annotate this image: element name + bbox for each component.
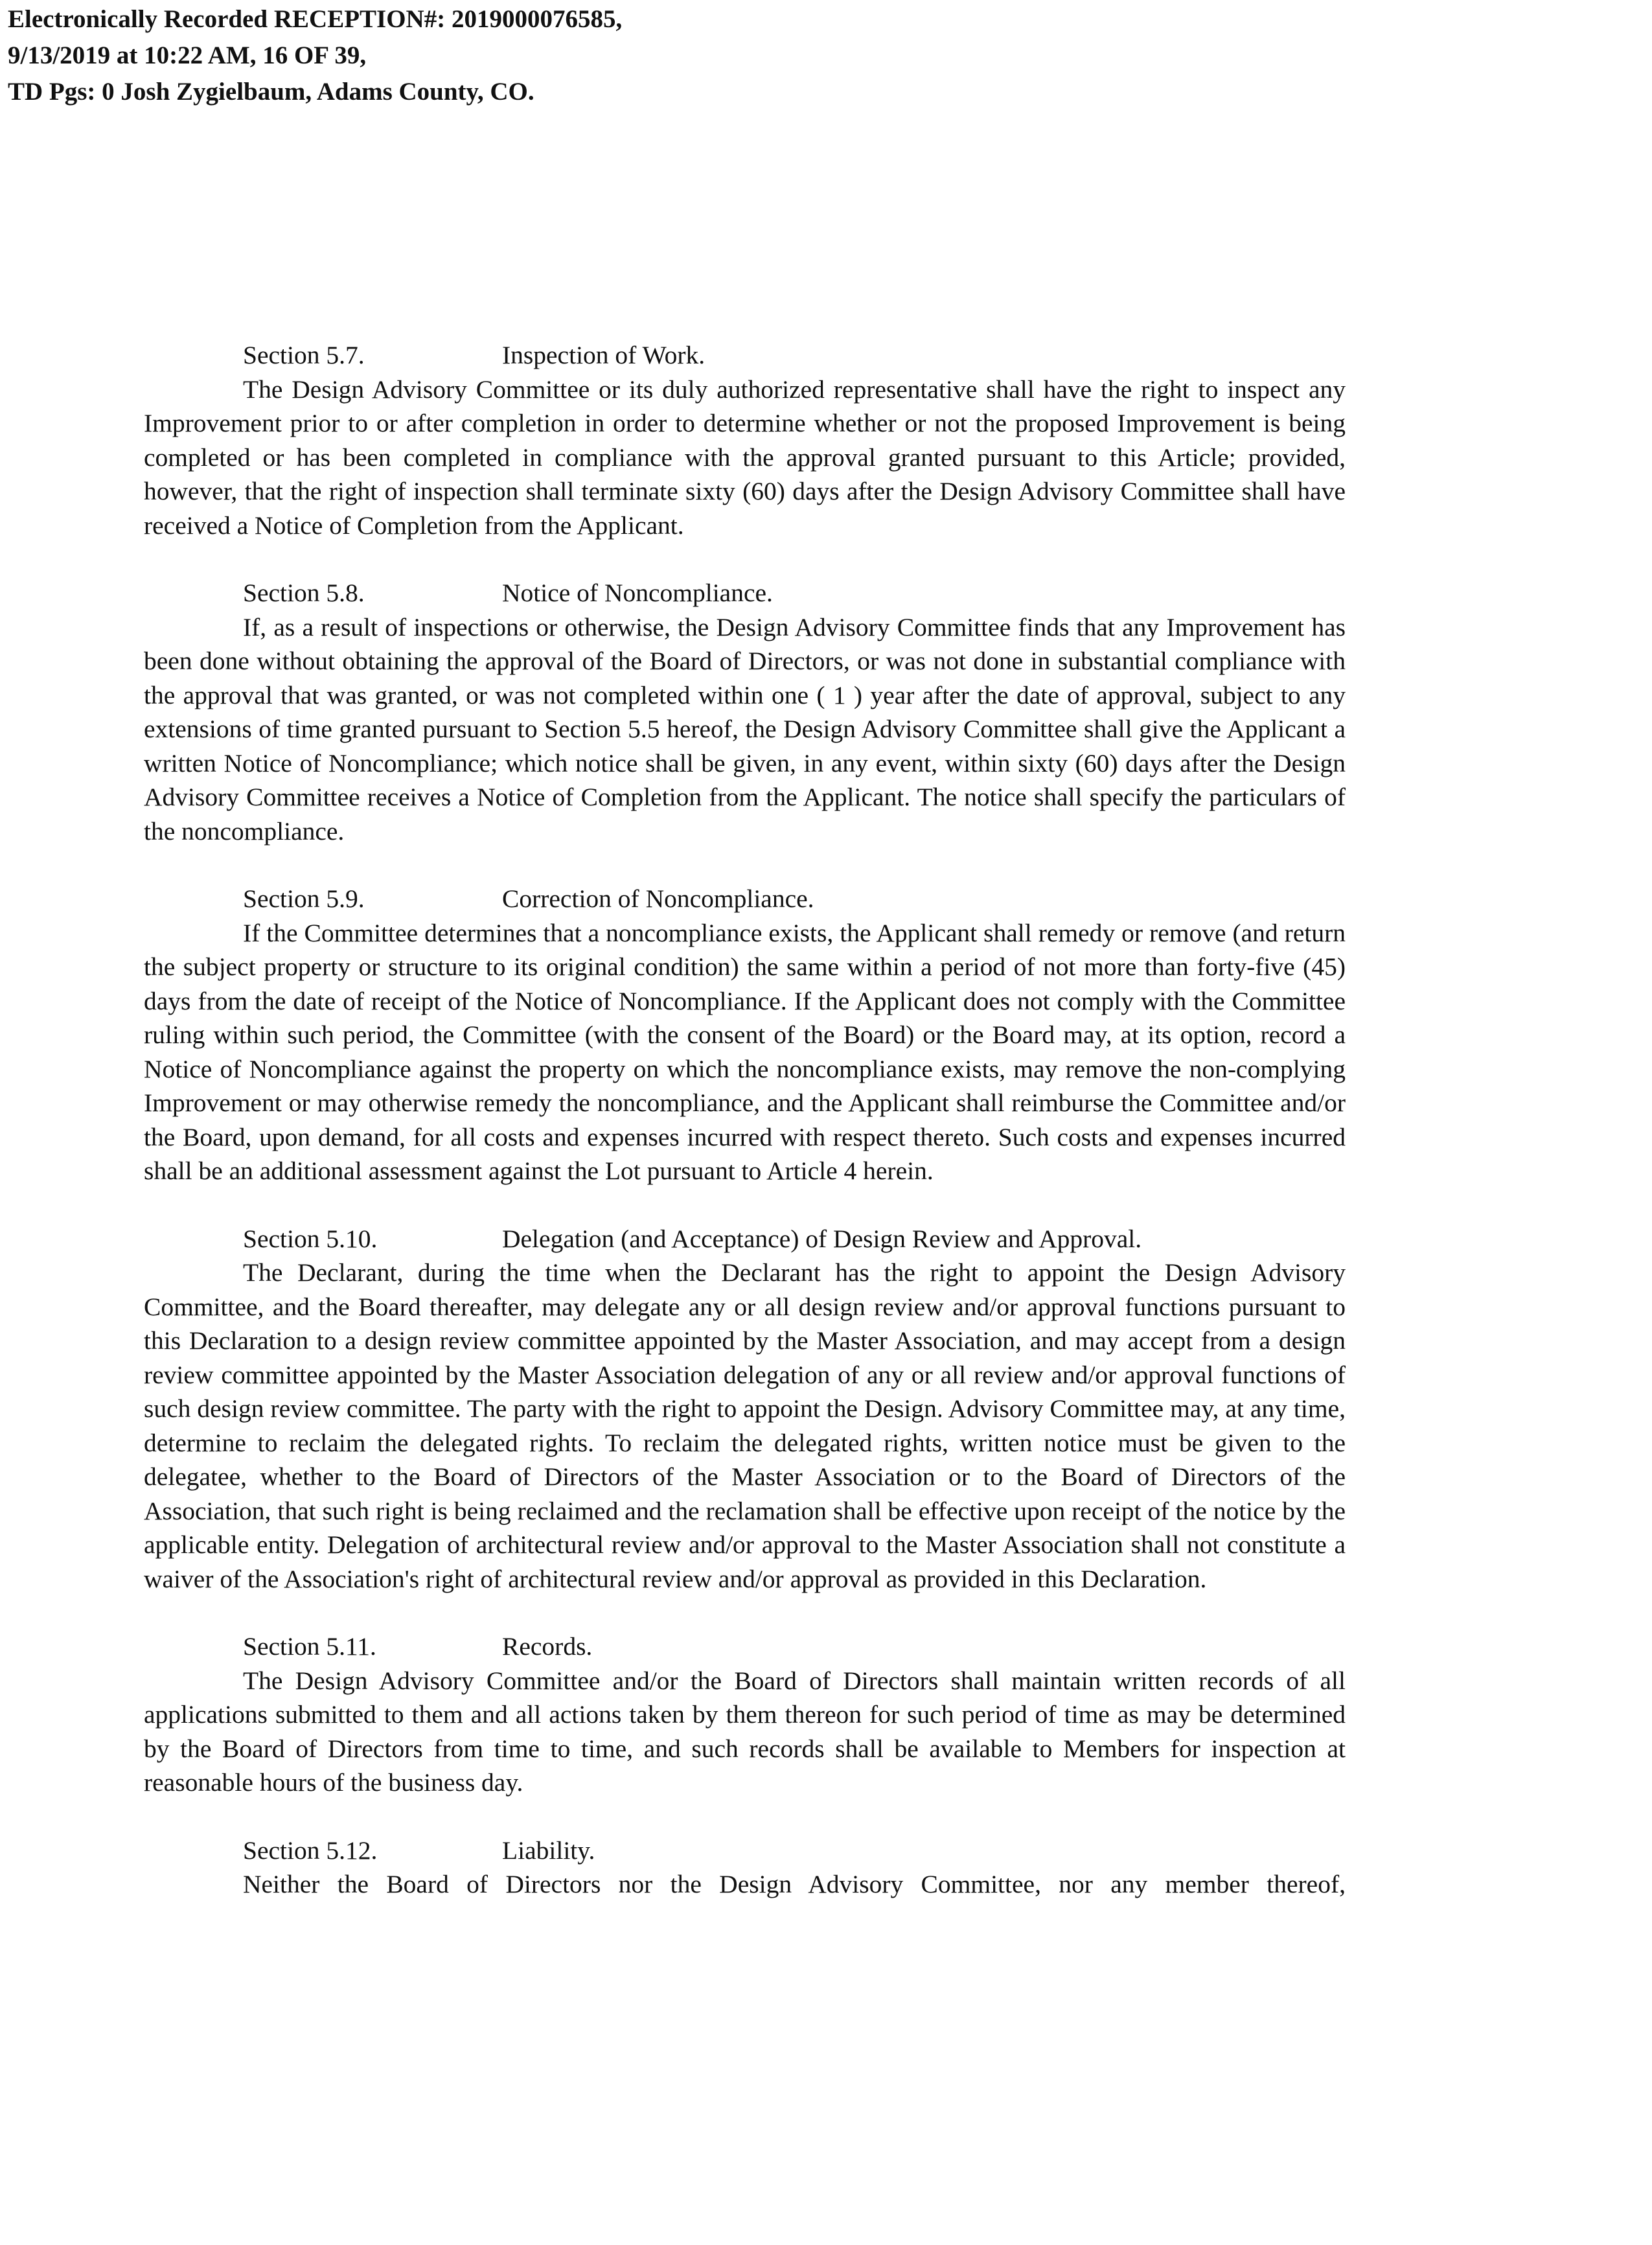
section-5-10: [144, 1222, 1346, 1596]
section-5-9: [144, 882, 1346, 1188]
section-heading: [144, 1834, 1346, 1868]
document-body: [144, 338, 1346, 1935]
section-body: If the Committee determines that a noncompliance exists, the Applicant shall remedy or remove (and return the subject property or structure to its original condition) the same within a period of not more than forty-five (45) days from the date of receipt of the Notice of Noncompliance. If the Applicant does not comply with the Committee ruling within such period, the Committee (with the consent of the Board) or the Board may, at its option, record a Notice of Noncompliance against the property on which the noncompliance exists, may remove the non-complying Improvement or may otherwise remedy the noncompliance, and the Applicant shall reimburse the Committee and/or the Board, upon demand, for all costs and expenses incurred with respect thereto. Such costs and expenses incurred shall be an additional assessment against the Lot pursuant to Article 4 herein.: [144, 918, 1346, 1185]
section-body: The Design Advisory Committee and/or the Board of Directors shall maintain written records of all applications submitted to them and all actions taken by them thereon for such period of time as may be determined by the Board of Directors from time to time, and such records shall be available to Members for inspection at reasonable hours of the business day.: [144, 1666, 1346, 1797]
section-5-11: [144, 1629, 1346, 1800]
section-body: If, as a result of inspections or otherwise, the Design Advisory Committee finds that any Improvement has been done without obtaining the approval of the Board of Directors, or was not done in substantial compliance with the approval that was granted, or was not completed within one ( 1 ) year after the date of approval, subject to any extensions of time granted pursuant to Section 5.5 hereof, the Design Advisory Committee shall give the Applicant a written Notice of Noncompliance; which notice shall be given, in any event, within sixty (60) days after the Design Advisory Committee receives a Notice of Completion from the Applicant. The notice shall specify the particulars of the noncompliance.: [144, 612, 1346, 846]
section-number: Section 5.9.: [243, 884, 365, 913]
section-body: The Declarant, during the time when the Declarant has the right to appoint the Design Advisory Committee, and the Board thereafter, may delegate any or all design review and/or approval functions pursuant to this Declaration to a design review committee appointed by the Master Association, and may accept from a design review committee appointed by the Master Association delegation of any or all review and/or approval functions of such design review committee. The party with the right to appoint the Design. Advisory Committee may, at any time, determine to reclaim the delegated rights. To reclaim the delegated rights, written notice must be given to the delegatee, whether to the Board of Directors of the Master Association or to the Board of Directors of the Association, that such right is being reclaimed and the reclamation shall be effective upon receipt of the notice by the applicable entity. Delegation of architectural review and/or approval to the Master Association shall not constitute a waiver of the Association's right of architectural review and/or approval as provided in this Declaration.: [144, 1258, 1346, 1593]
section-heading: [144, 882, 1346, 916]
section-heading: [144, 1629, 1346, 1664]
recording-stamp: [8, 1, 622, 110]
section-number: Section 5.7.: [243, 341, 365, 369]
section-body: The Design Advisory Committee or its duly authorized representative shall have the right to inspect any Improvement prior to or after completion in order to determine whether or not the proposed Improvement is being completed or has been completed in compliance with the approval granted pursuant to this Article; provided, however, that the right of inspection shall terminate sixty (60) days after the Design Advisory Committee shall have received a Notice of Completion from the Applicant.: [144, 374, 1346, 540]
section-heading: [144, 576, 1346, 610]
section-title: Correction of Noncompliance.: [502, 884, 814, 913]
section-5-8: [144, 576, 1346, 848]
section-title: Delegation (and Acceptance) of Design Review and Approval.: [502, 1224, 1142, 1253]
section-number: Section 5.10.: [243, 1224, 378, 1253]
section-body: Neither the Board of Directors nor the Design Advisory Committee, nor any member thereof,: [243, 1870, 1346, 1898]
stamp-line-2: 9/13/2019 at 10:22 AM, 16 OF 39,: [8, 41, 367, 69]
section-5-7: [144, 338, 1346, 542]
stamp-line-3: TD Pgs: 0 Josh Zygielbaum, Adams County, CO.: [8, 78, 534, 106]
section-title: Notice of Noncompliance.: [502, 579, 773, 607]
section-heading: [144, 338, 1346, 373]
section-title: Inspection of Work.: [502, 341, 706, 369]
section-number: Section 5.8.: [243, 579, 365, 607]
section-number: Section 5.11.: [243, 1632, 376, 1661]
section-heading: [144, 1222, 1346, 1256]
stamp-line-1: Electronically Recorded RECEPTION#: 2019000076585,: [8, 5, 623, 33]
section-5-12: [144, 1834, 1346, 1902]
section-title: Records.: [502, 1632, 593, 1661]
section-title: Liability.: [502, 1836, 595, 1865]
section-number: Section 5.12.: [243, 1836, 378, 1865]
